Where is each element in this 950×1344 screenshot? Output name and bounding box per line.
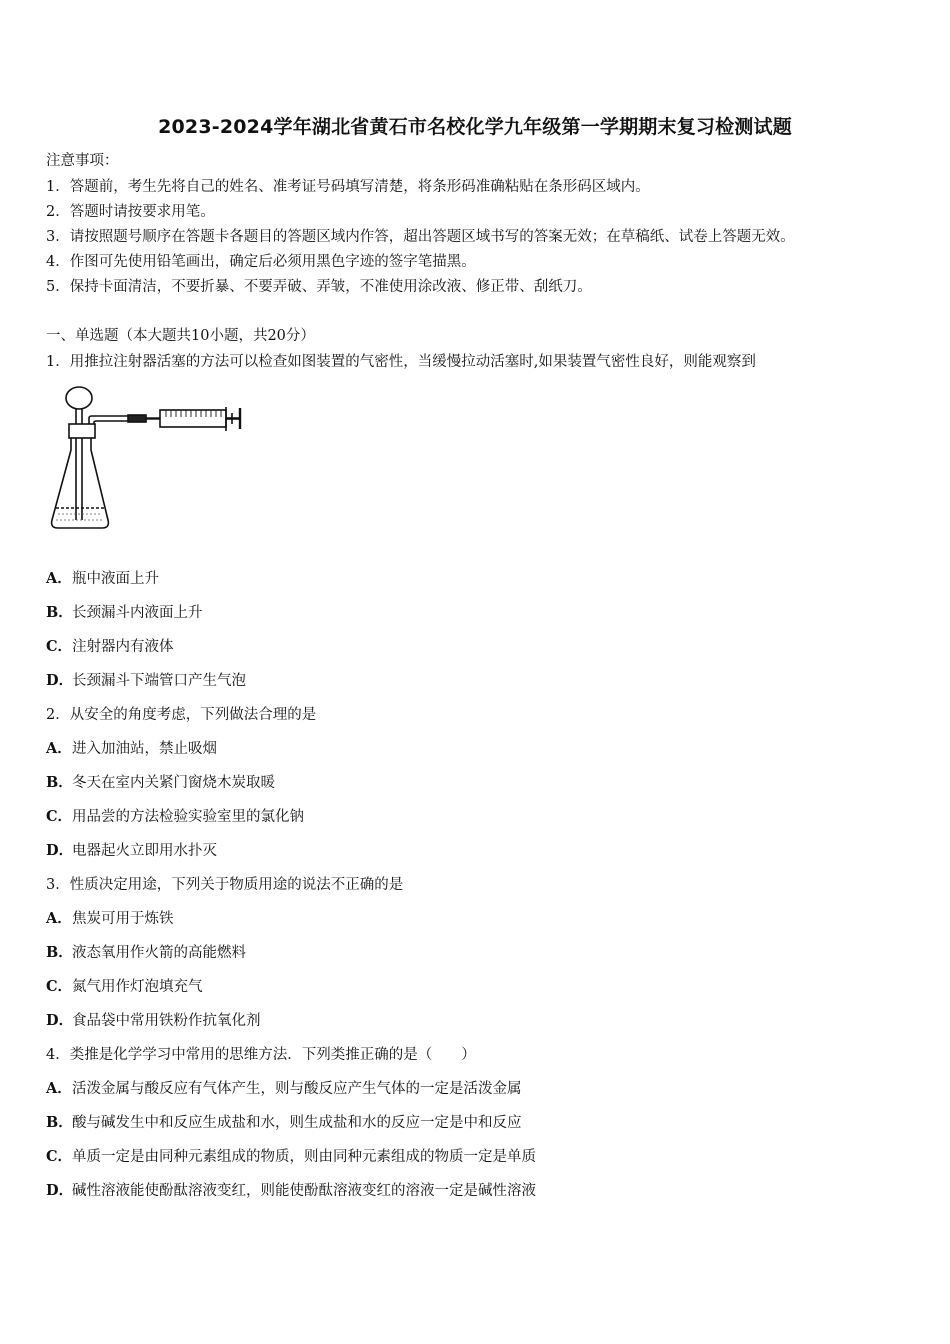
question-2-stem: 2．从安全的角度考虑，下列做法合理的是 [46,707,317,723]
q4-option-b: B．酸与碱发生中和反应生成盐和水，则生成盐和水的反应一定是中和反应 [46,1114,522,1131]
q2-option-a: A．进入加油站，禁止吸烟 [46,740,217,757]
q3-option-b: B．液态氧用作火箭的高能燃料 [46,944,246,961]
q1-option-c: C．注射器内有液体 [46,638,174,655]
q1-option-a: A．瓶中液面上升 [46,570,159,587]
notice-item-3: 3．请按照题号顺序在答题卡各题目的答题区域内作答，超出答题区域书写的答案无效；在草稿纸、试卷上答题无效。 [46,229,795,245]
delivery-tube [89,416,128,424]
q4-option-a: A．活泼金属与酸反应有气体产生，则与酸反应产生气体的一定是活泼金属 [46,1080,522,1097]
apparatus-diagram [44,380,254,536]
notice-item-2: 2．答题时请按要求用笔。 [46,204,215,220]
q4-option-c: C．单质一定是由同种元素组成的物质，则由同种元素组成的物质一定是单质 [46,1148,536,1165]
notice-item-4: 4．作图可先使用铅笔画出，确定后必须用黑色字迹的签字笔描黑。 [46,254,476,270]
funnel-bulb [66,387,92,409]
conical-flask [52,438,109,528]
q1-option-b: B．长颈漏斗内液面上升 [46,604,203,621]
notice-item-1: 1．答题前，考生先将自己的姓名、准考证号码填写清楚，将条形码准确粘贴在条形码区域内。 [46,179,650,195]
q4-option-d: D．碱性溶液能使酚酞溶液变红，则能使酚酞溶液变红的溶液一定是碱性溶液 [46,1182,536,1199]
question-3-stem: 3．性质决定用途，下列关于物质用途的说法不正确的是 [46,877,404,893]
section-heading: 一、单选题（本大题共10小题，共20分） [46,328,315,344]
question-4-stem: 4．类推是化学学习中常用的思维方法．下列类推正确的是（ ） [46,1047,476,1063]
q1-option-d: D．长颈漏斗下端管口产生气泡 [46,672,246,689]
q2-option-b: B．冬天在室内关紧门窗烧木炭取暖 [46,774,275,791]
exam-title: 2023-2024学年湖北省黄石市名校化学九年级第一学期期末复习检测试题 [158,116,792,138]
question-1-stem: 1．用推拉注射器活塞的方法可以检查如图装置的气密性，当缓慢拉动活塞时,如果装置气密性良好，则能观察到 [46,354,756,370]
q3-option-d: D．食品袋中常用铁粉作抗氧化剂 [46,1012,261,1029]
q3-option-c: C．氮气用作灯泡填充气 [46,978,203,995]
notice-item-5: 5．保持卡面清洁，不要折暴、不要弄破、弄皱，不准使用涂改液、修正带、刮纸刀。 [46,279,592,295]
notice-heading: 注意事项： [46,153,119,169]
rubber-tube [128,415,146,422]
q2-option-c: C．用品尝的方法检验实验室里的氯化钠 [46,808,304,825]
q3-option-a: A．焦炭可用于炼铁 [46,910,174,927]
stopper [69,424,95,438]
q2-option-d: D．电器起火立即用水扑灭 [46,842,217,859]
